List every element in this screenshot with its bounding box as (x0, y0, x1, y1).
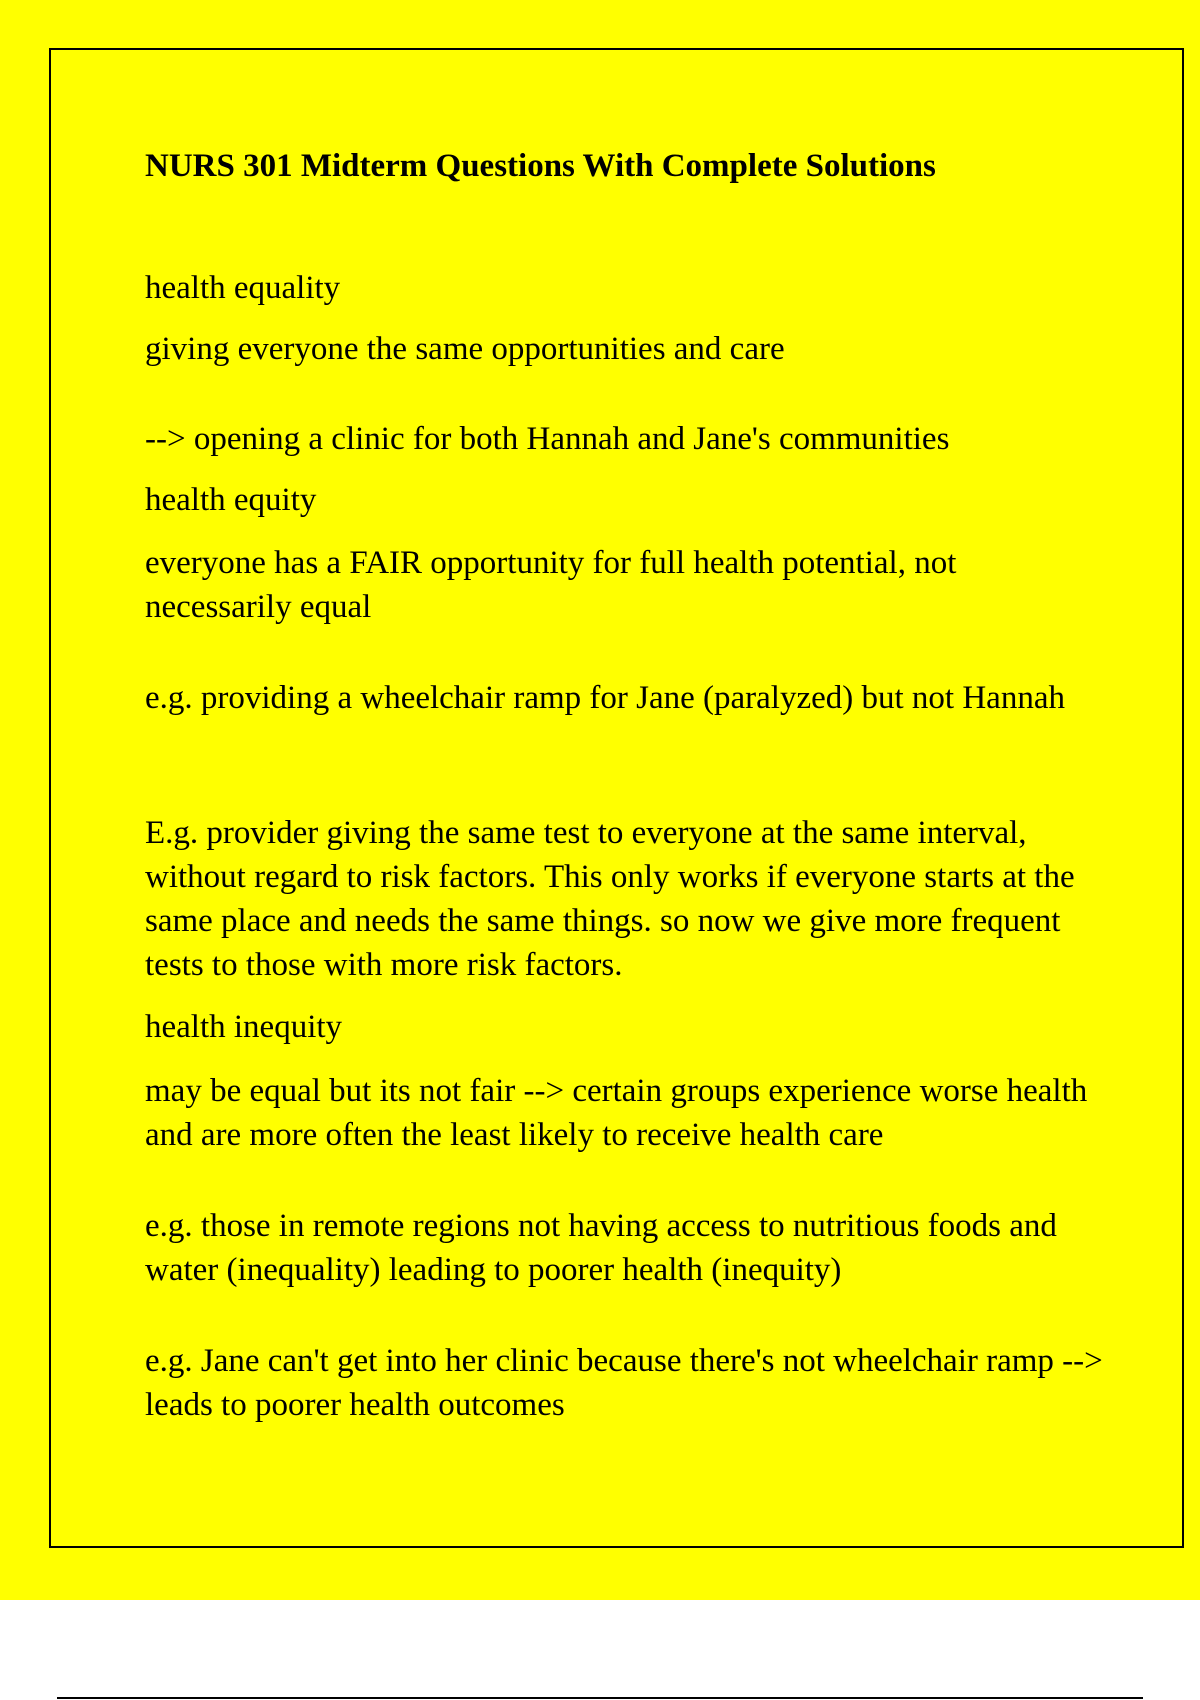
document-title: NURS 301 Midterm Questions With Complete Solutions (145, 148, 936, 184)
footer-divider (57, 1697, 1143, 1699)
example-health-equity-testing: E.g. provider giving the same test to everyone at the same interval, without regard to risk factors. This only works if everyone starts at the same place and needs the same things. so now we give more frequent tests to those with more risk factors. (145, 815, 1075, 983)
example-health-equity-ramp: e.g. providing a wheelchair ramp for Jane (paralyzed) but not Hannah (145, 680, 1065, 716)
example-health-inequity-remote: e.g. those in remote regions not having access to nutritious foods and water (inequality) leading to poorer health (inequity) (145, 1208, 1057, 1288)
term-health-inequity: health inequity (145, 1009, 343, 1045)
definition-health-inequity: may be equal but its not fair --> certain groups experience worse health and are more often the least likely to receive health care (145, 1073, 1088, 1153)
definition-health-equity: everyone has a FAIR opportunity for full health potential, not necessarily equal (145, 545, 957, 625)
example-health-inequity-ramp: e.g. Jane can't get into her clinic because there's not wheelchair ramp --> leads to poorer health outcomes (145, 1343, 1103, 1423)
term-health-equity: health equity (145, 482, 317, 518)
definition-health-equality: giving everyone the same opportunities and care (145, 331, 785, 367)
term-health-equality: health equality (145, 270, 341, 306)
example-health-equality: --> opening a clinic for both Hannah and Jane's communities (145, 421, 950, 457)
